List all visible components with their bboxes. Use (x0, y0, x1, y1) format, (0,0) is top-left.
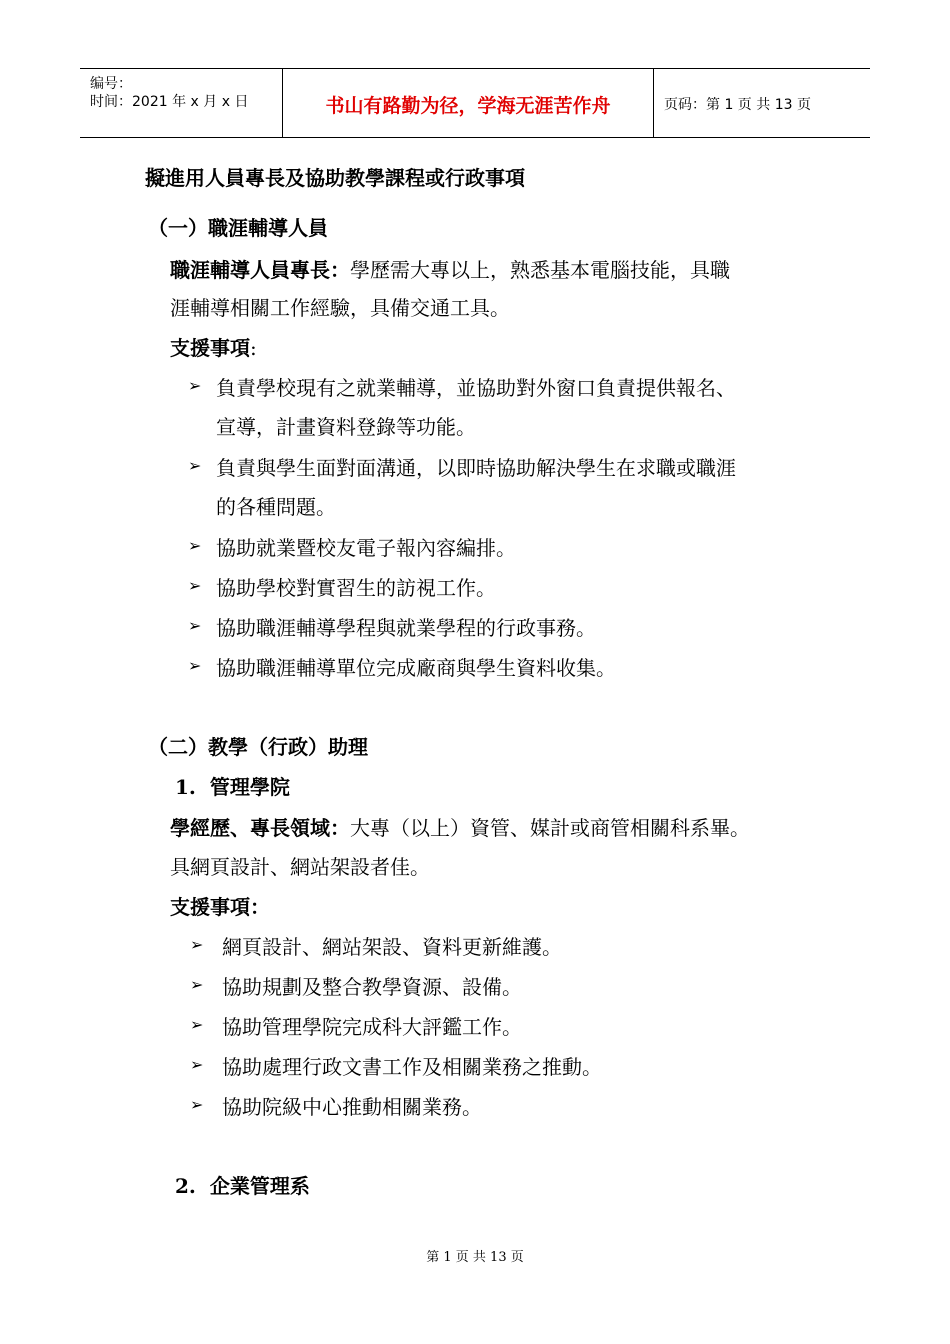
list-item: 負責與學生面對面溝通，以即時協助解決學生在求職或職涯 (216, 456, 736, 480)
support-label: 支援事項 (170, 336, 250, 360)
header-meta-cell (80, 69, 283, 137)
edu-text-continued: 具網頁設計、網站架設者佳。 (170, 855, 430, 879)
list-item: 協助職涯輔導單位完成廠商與學生資料收集。 (216, 656, 616, 680)
list-item-continued: 的各種問題。 (216, 495, 336, 519)
bullet-icon: ➢ (188, 456, 202, 475)
bullet-icon: ➢ (188, 616, 202, 635)
list-item: 協助處理行政文書工作及相關業務之推動。 (222, 1055, 602, 1079)
edu-paragraph (170, 812, 750, 841)
support-label: 支援事項： (170, 895, 270, 919)
support-colon: : (250, 336, 257, 360)
spec-paragraph (170, 254, 730, 283)
list-item: 協助學校對實習生的訪視工作。 (216, 576, 496, 600)
edu-text: 大專（以上）資管、媒計或商管相關科系畢。 (350, 816, 750, 840)
bullet-icon: ➢ (190, 935, 204, 954)
page-title: 擬進用人員專長及協助教學課程或行政事項 (145, 166, 525, 190)
subsection-number: 2. (175, 1174, 196, 1198)
list-item: 協助職涯輔導學程與就業學程的行政事務。 (216, 616, 596, 640)
header-motto-cell (283, 69, 654, 137)
edu-label: 學經歷、專長領域： (170, 816, 350, 840)
bullet-icon: ➢ (188, 576, 202, 595)
list-item: 負責學校現有之就業輔導，並協助對外窗口負責提供報名、 (216, 376, 736, 400)
bullet-icon: ➢ (188, 536, 202, 555)
list-item: 協助管理學院完成科大評鑑工作。 (222, 1015, 522, 1039)
spec-text-continued: 涯輔導相關工作經驗，具備交通工具。 (170, 296, 510, 320)
bullet-icon: ➢ (190, 1055, 204, 1074)
list-item: 協助規劃及整合教學資源、設備。 (222, 975, 522, 999)
subsection-name: 管理學院 (209, 775, 290, 799)
header-page-cell (654, 69, 870, 137)
page-footer: 第 1 页 共 13 页 (426, 1250, 524, 1265)
number-label: 编号： (90, 76, 132, 92)
section-heading: （二）教學（行政）助理 (148, 735, 368, 759)
subsection-heading (175, 1170, 310, 1199)
bullet-icon: ➢ (188, 376, 202, 395)
bullet-icon: ➢ (190, 975, 204, 994)
list-item: 網頁設計、網站架設、資料更新維護。 (222, 935, 562, 959)
bullet-icon: ➢ (190, 1095, 204, 1114)
document-header (80, 68, 870, 138)
section-heading: （一）職涯輔導人員 (148, 216, 328, 240)
list-item: 協助院級中心推動相關業務。 (222, 1095, 482, 1119)
bullet-icon: ➢ (188, 656, 202, 675)
spec-label: 職涯輔導人員專長： (170, 258, 350, 282)
subsection-heading (175, 771, 290, 800)
list-item: 協助就業暨校友電子報內容編排。 (216, 536, 516, 560)
bullet-icon: ➢ (190, 1015, 204, 1034)
spec-text: 學歷需大專以上，熟悉基本電腦技能，具職 (350, 258, 730, 282)
time-label: 时间：2021 年 x 月 x 日 (90, 94, 249, 110)
support-heading (170, 332, 257, 361)
page-code: 页码：第 1 页 共 13 页 (664, 97, 811, 113)
subsection-number: 1. (175, 775, 196, 799)
list-item-continued: 宣導，計畫資料登錄等功能。 (216, 415, 476, 439)
motto: 书山有路勤为径，学海无涯苦作舟 (325, 95, 611, 117)
subsection-name: 企業管理系 (209, 1174, 310, 1198)
